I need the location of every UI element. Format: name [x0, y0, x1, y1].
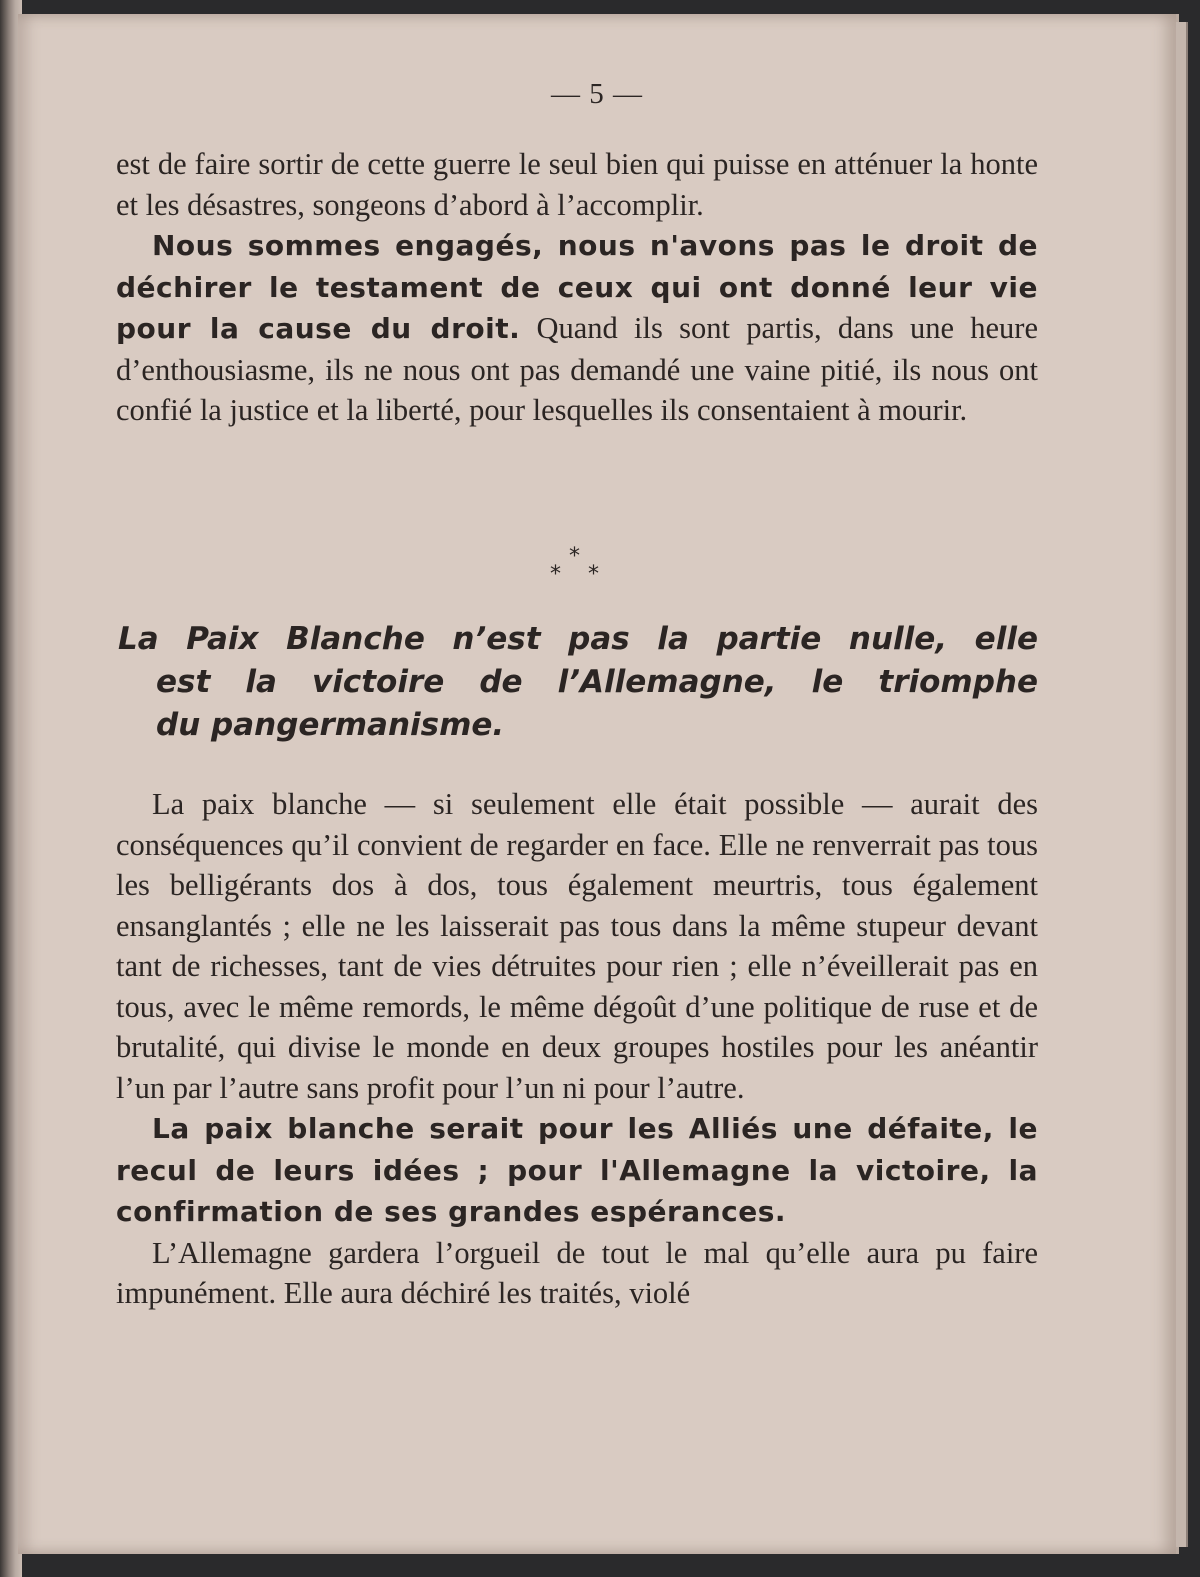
- asterisk-top: *: [569, 544, 580, 569]
- paragraph-bold-defaite: [116, 1108, 1038, 1233]
- page-stack-edge: [1176, 22, 1188, 1547]
- paragraph-text: Quand ils sont partis, dans une heure d’enthousiasme, ils ne nous ont pas demandé une vaine pitié, ils nous ont confié la justice et la liberté, pour lesquelles ils consentaient à mourir.: [116, 311, 1038, 427]
- paragraph-allemagne: L’Allemagne gardera l’orgueil de tout le mal qu’elle aura pu faire impunément. Elle aura déchiré les traités, violé: [116, 1235, 1038, 1310]
- heading-line-3: du pangermanisme.: [156, 707, 505, 743]
- paragraph-paix-blanche: La paix blanche — si seulement elle était possible — aurait des conséquences qu’il convient de regarder en face. Elle ne renverrait pas tous les belligérants dos à dos, tous également meurtris, tous également ensanglantés ; elle ne les laisserait pas tous dans la même stupeur devant tant de richesses, tant de vies détruites pour rien ; elle n’éveillerait pas en tous, avec le même remords, le même dégoût d’une politique de ruse et de brutalité, qui divise le monde en deux groupes hostiles pour les anéantir l’un par l’autre sans profit pour l’un ni pour l’autre.: [116, 787, 1038, 1105]
- section-heading: [118, 618, 1038, 747]
- paragraph-continuation: est de faire sortir de cette guerre le seul bien qui puisse en atténuer la honte et les désastres, songeons d’abord à l’accomplir.: [116, 147, 1038, 222]
- asterisk-right: *: [588, 562, 599, 587]
- bold-statement: Nous sommes engagés, nous n'avons pas le droit de déchirer le testament de ceux qui ont donné leur vie pour la cause du droit.: [116, 229, 1038, 345]
- page-number: — 5 —: [551, 78, 643, 110]
- heading-line-1: La Paix Blanche n’est pas la partie nulle, elle: [118, 621, 1038, 657]
- book-page: [18, 14, 1179, 1554]
- paragraph-engaged: [116, 225, 1038, 431]
- asterisk-left: *: [550, 562, 561, 587]
- section-separator-asterism: [538, 544, 618, 589]
- bold-statement-2: La paix blanche serait pour les Alliés une défaite, le recul de leurs idées ; pour l'Allemagne la victoire, la confirmation de ses grandes espérances.: [116, 1112, 1038, 1228]
- text-block-bottom: [116, 784, 1038, 1314]
- text-block-top: [116, 144, 1038, 431]
- heading-line-2: est la victoire de l’Allemagne, le triomphe: [156, 664, 1038, 700]
